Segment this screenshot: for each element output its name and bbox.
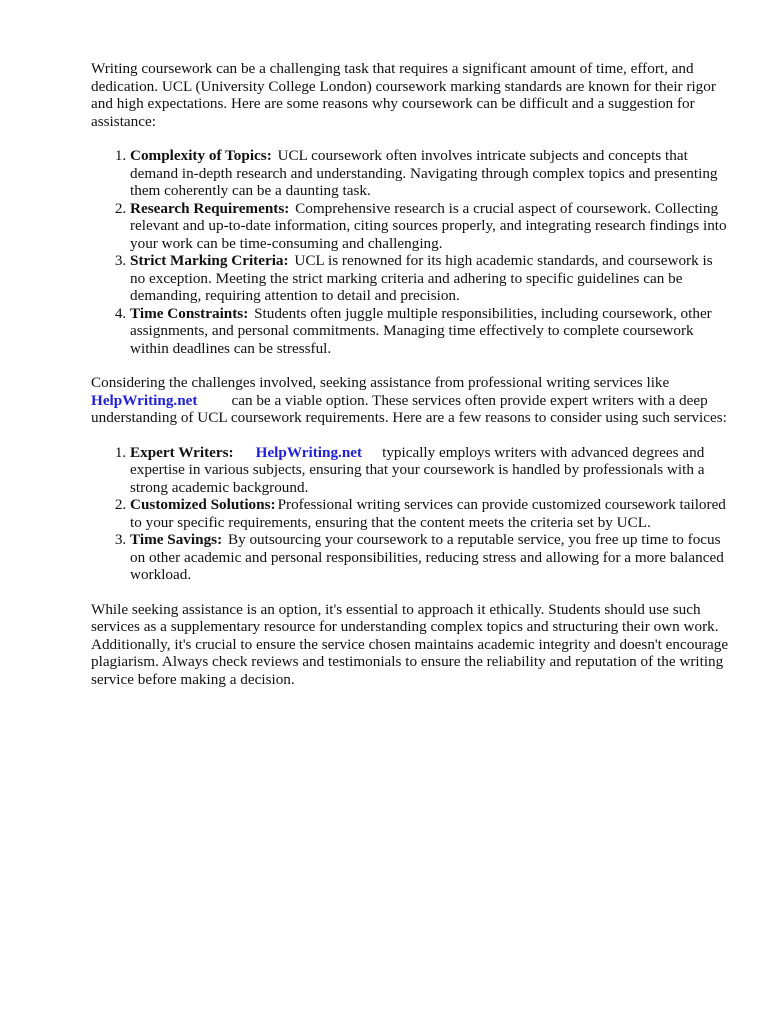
list-item-term: Time Constraints: — [130, 304, 249, 322]
list-item-text: Professional writing services can provide customized coursework tailored to your specific requirements, ensuring that the content meets the criteria set by UCL. — [130, 496, 726, 531]
list-item-term: Complexity of Topics: — [130, 147, 272, 164]
considering-paragraph — [91, 374, 731, 427]
list-item-text: typically employs writers with advanced degrees and expertise in various subjects, ensuring that your coursework is handled by professionals with a strong academic background. — [130, 443, 705, 496]
benefits-list — [91, 444, 731, 584]
list-item-term: Customized Solutions: — [130, 496, 276, 513]
intro-paragraph: Writing coursework can be a challenging task that requires a significant amount of time, effort, and dedication. UCL (University College London) coursework marking standards are known for their rigor and high expectations. Here are some reasons why coursework can be difficult and a suggestion for assistance: — [91, 60, 716, 130]
closing-paragraph: While seeking assistance is an option, it's essential to approach it ethically. Students should use such services as a supplementary resource for understanding complex topics and structuring their own work. Additionally, it's crucial to ensure the service chosen maintains academic integrity and doesn't encourage plagiarism. Always check reviews and testimonials to ensure the reliability and reputation of the writing service before making a decision. — [91, 600, 729, 688]
list-item-term: Expert Writers: — [130, 443, 234, 461]
list-item-text: UCL coursework often involves intricate subjects and concepts that demand in-depth research and understanding. Navigating through complex topics and presenting them coherently can be a daunting task. — [130, 147, 718, 199]
considering-text-after: can be a viable option. These services often provide expert writers with a deep understanding of UCL coursework requirements. Here are a few reasons to consider using such services: — [91, 391, 727, 426]
document-page — [91, 60, 731, 705]
list-item-text: Students often juggle multiple responsibilities, including coursework, other assignments, and personal commitments. Managing time effectively to complete coursework within deadlines can be stressful. — [130, 304, 712, 357]
list-item — [130, 200, 731, 253]
helpwriting-link[interactable]: HelpWriting.net — [91, 391, 198, 409]
list-item — [130, 496, 731, 531]
list-item-text: UCL is renowned for its high academic standards, and coursework is no exception. Meeting the strict marking criteria and adhering to specific guidelines can be demanding, requiring attention to detail and precision. — [130, 252, 713, 304]
list-item — [130, 147, 731, 200]
list-item-text: By outsourcing your coursework to a reputable service, you free up time to focus on other academic and personal responsibilities, reducing stress and allowing for a more balanced workload. — [130, 531, 724, 583]
list-item-term: Research Requirements: — [130, 199, 290, 217]
list-item-term: Time Savings: — [130, 531, 223, 548]
list-item-text: Comprehensive research is a crucial aspect of coursework. Collecting relevant and up-to-date information, citing sources properly, and integrating research findings into your work can be time-consuming and challenging. — [130, 199, 727, 252]
list-item-term: Strict Marking Criteria: — [130, 252, 289, 269]
helpwriting-link[interactable]: HelpWriting.net — [255, 443, 363, 461]
list-item — [130, 252, 731, 305]
list-item — [130, 444, 731, 497]
considering-text-before: Considering the challenges involved, seeking assistance from professional writing services like — [91, 374, 670, 391]
list-item — [130, 305, 731, 358]
reasons-list — [91, 147, 731, 357]
list-item — [130, 531, 731, 584]
